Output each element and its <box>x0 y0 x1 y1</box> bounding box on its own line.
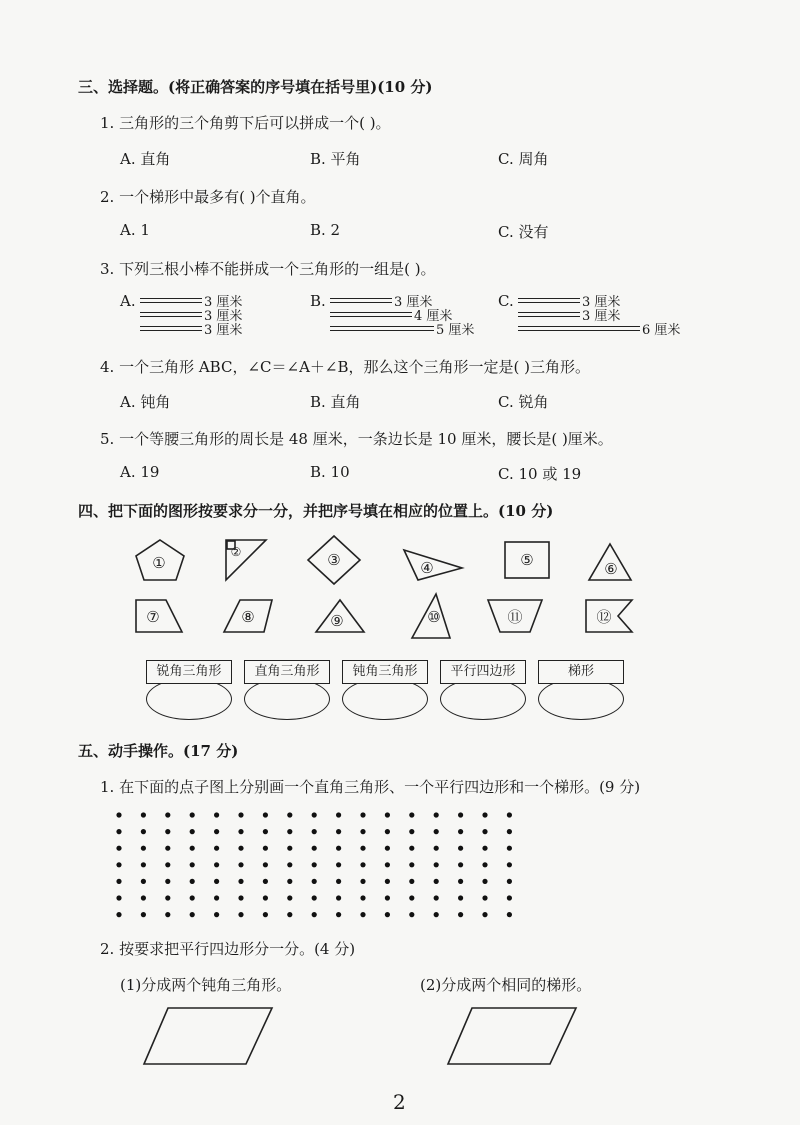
section4-heading: 四、把下面的图形按要求分一分，并把序号填在相应的位置上。(10 分) <box>78 502 554 520</box>
grid-dot <box>287 912 292 917</box>
question-2: 2. 一个梯形中最多有( )个直角。 <box>100 188 316 206</box>
grid-dot <box>458 895 463 900</box>
q3-a-stick-2-label: 3 厘米 <box>204 309 243 324</box>
grid-dot <box>385 846 390 851</box>
grid-dot <box>263 895 268 900</box>
grid-dot <box>190 862 195 867</box>
grid-dot <box>507 879 512 884</box>
q3-a-stick-3-label: 3 厘米 <box>204 323 243 338</box>
parallelogram-2[interactable] <box>444 1004 584 1068</box>
grid-dot <box>141 912 146 917</box>
grid-dot <box>482 895 487 900</box>
category-trapezoid: 梯形 <box>538 660 624 684</box>
grid-dot <box>434 879 439 884</box>
grid-dot <box>214 846 219 851</box>
grid-dot <box>263 912 268 917</box>
grid-dot <box>507 812 512 817</box>
grid-dot <box>409 812 414 817</box>
grid-dot <box>507 895 512 900</box>
grid-dot <box>312 879 317 884</box>
grid-dot <box>434 812 439 817</box>
grid-dot <box>482 879 487 884</box>
q3-b-stick-3-label: 5 厘米 <box>436 323 475 338</box>
grid-dot <box>336 862 341 867</box>
grid-dot <box>434 829 439 834</box>
grid-dot <box>116 846 121 851</box>
q3-b-stick-1-label: 3 厘米 <box>394 295 433 310</box>
grid-dot <box>165 912 170 917</box>
grid-dot <box>287 846 292 851</box>
q2-part-1: (1)分成两个钝角三角形。 <box>120 976 292 994</box>
category-right-triangle: 直角三角形 <box>244 660 330 684</box>
section3-heading: 三、选择题。(将正确答案的序号填在括号里)(10 分) <box>78 78 433 96</box>
q3-c-stick-2 <box>518 312 580 317</box>
grid-dot <box>141 895 146 900</box>
shape-2-label: ② <box>230 545 242 559</box>
grid-dot <box>165 812 170 817</box>
grid-dot <box>507 912 512 917</box>
grid-dot <box>360 879 365 884</box>
grid-dot <box>238 829 243 834</box>
grid-dot <box>360 812 365 817</box>
grid-dot <box>434 846 439 851</box>
grid-dot <box>214 879 219 884</box>
grid-dot <box>214 812 219 817</box>
grid-dot <box>287 812 292 817</box>
grid-dot <box>336 812 341 817</box>
page-number: 2 <box>393 1090 406 1114</box>
grid-dot <box>141 829 146 834</box>
shape-12-label: ⑫ <box>596 608 612 626</box>
grid-dot <box>141 879 146 884</box>
grid-dot <box>360 846 365 851</box>
grid-dot <box>116 879 121 884</box>
q3-b-stick-3 <box>330 326 434 331</box>
shape-3-label: ③ <box>327 551 341 569</box>
grid-dot <box>360 895 365 900</box>
grid-dot <box>434 862 439 867</box>
grid-dot <box>214 862 219 867</box>
grid-dot <box>385 862 390 867</box>
q4-option-a: A. 钝角 <box>120 393 171 411</box>
grid-dot <box>312 846 317 851</box>
q5-option-c: C. 10 或 19 <box>498 465 582 483</box>
grid-dot <box>165 862 170 867</box>
section5-question-1: 1. 在下面的点子图上分别画一个直角三角形、一个平行四边形和一个梯形。(9 分) <box>100 778 641 796</box>
grid-dot <box>409 879 414 884</box>
grid-dot <box>141 862 146 867</box>
q3-b-stick-2 <box>330 312 412 317</box>
grid-dot <box>385 912 390 917</box>
grid-dot <box>409 862 414 867</box>
answer-ellipse-parallelogram[interactable] <box>440 678 526 720</box>
grid-dot <box>141 812 146 817</box>
q4-option-b: B. 直角 <box>310 393 361 411</box>
shape-11-label: ⑪ <box>507 608 523 626</box>
shape-9-label: ⑨ <box>330 612 344 630</box>
answer-ellipse-obtuse[interactable] <box>342 678 428 720</box>
shape-4-label: ④ <box>420 559 434 577</box>
question-4: 4. 一个三角形 ABC，∠C＝∠A＋∠B，那么这个三角形一定是( )三角形。 <box>100 358 590 376</box>
section5-heading: 五、动手操作。(17 分) <box>78 742 239 760</box>
grid-dot <box>190 846 195 851</box>
grid-dot <box>434 895 439 900</box>
q3-a-stick-1 <box>140 298 202 303</box>
grid-dot <box>214 895 219 900</box>
grid-dot <box>312 812 317 817</box>
q5-option-b: B. 10 <box>310 463 350 481</box>
grid-dot <box>360 862 365 867</box>
grid-dot <box>287 829 292 834</box>
grid-dot <box>507 862 512 867</box>
grid-dot <box>360 829 365 834</box>
grid-dot <box>507 846 512 851</box>
grid-dot <box>263 829 268 834</box>
grid-dot <box>312 829 317 834</box>
q3-a-stick-1-label: 3 厘米 <box>204 295 243 310</box>
grid-dot <box>165 879 170 884</box>
grid-dot <box>190 912 195 917</box>
grid-dot <box>482 829 487 834</box>
grid-dot <box>312 862 317 867</box>
grid-dot <box>165 846 170 851</box>
q3-a-stick-2 <box>140 312 202 317</box>
grid-dot <box>385 895 390 900</box>
shape-5-label: ⑤ <box>520 551 534 569</box>
grid-dot <box>458 846 463 851</box>
grid-dot <box>434 912 439 917</box>
grid-dot <box>238 846 243 851</box>
answer-ellipse-acute[interactable] <box>146 678 232 720</box>
grid-dot <box>116 829 121 834</box>
grid-dot <box>385 879 390 884</box>
grid-dot <box>482 812 487 817</box>
grid-dot <box>263 812 268 817</box>
q3-a-stick-3 <box>140 326 202 331</box>
grid-dot <box>190 879 195 884</box>
grid-dot <box>385 829 390 834</box>
grid-dot <box>336 846 341 851</box>
grid-dot <box>482 912 487 917</box>
grid-dot <box>116 912 121 917</box>
q3-c-stick-2-label: 3 厘米 <box>582 309 621 324</box>
q3-option-b-label: B. <box>310 292 326 310</box>
grid-dot <box>312 912 317 917</box>
grid-dot <box>287 862 292 867</box>
q1-option-b: B. 平角 <box>310 150 361 168</box>
grid-dot <box>165 829 170 834</box>
grid-dot <box>458 812 463 817</box>
grid-dot <box>409 895 414 900</box>
grid-dot <box>238 862 243 867</box>
q3-c-stick-3 <box>518 326 640 331</box>
grid-dot <box>336 829 341 834</box>
grid-dot <box>190 895 195 900</box>
question-1: 1. 三角形的三个角剪下后可以拼成一个( )。 <box>100 114 391 132</box>
q3-c-stick-1-label: 3 厘米 <box>582 295 621 310</box>
grid-dot <box>214 912 219 917</box>
grid-dot <box>238 812 243 817</box>
q2-option-a: A. 1 <box>120 221 150 239</box>
q5-option-a: A. 19 <box>120 463 160 481</box>
shape-6-label: ⑥ <box>604 560 618 578</box>
q2-option-b: B. 2 <box>310 221 341 239</box>
grid-dot <box>263 846 268 851</box>
q2-part-2: (2)分成两个相同的梯形。 <box>420 976 592 994</box>
grid-dot <box>263 879 268 884</box>
question-3: 3. 下列三根小棒不能拼成一个三角形的一组是( )。 <box>100 260 436 278</box>
grid-dot <box>409 912 414 917</box>
category-acute-triangle: 锐角三角形 <box>146 660 232 684</box>
grid-dot <box>116 862 121 867</box>
grid-dot <box>263 862 268 867</box>
dot-grid[interactable] <box>110 806 540 924</box>
grid-dot <box>458 829 463 834</box>
grid-dot <box>507 829 512 834</box>
grid-dot <box>238 912 243 917</box>
grid-dot <box>458 862 463 867</box>
category-parallelogram: 平行四边形 <box>440 660 526 684</box>
grid-dot <box>238 879 243 884</box>
grid-dot <box>190 812 195 817</box>
grid-dot <box>336 912 341 917</box>
q3-b-stick-1 <box>330 298 392 303</box>
grid-dot <box>312 895 317 900</box>
grid-dot <box>409 846 414 851</box>
grid-dot <box>385 812 390 817</box>
grid-dot <box>214 829 219 834</box>
category-obtuse-triangle: 钝角三角形 <box>342 660 428 684</box>
grid-dot <box>190 829 195 834</box>
grid-dot <box>116 895 121 900</box>
grid-dot <box>336 879 341 884</box>
q3-b-stick-2-label: 4 厘米 <box>414 309 453 324</box>
grid-dot <box>482 862 487 867</box>
q1-option-a: A. 直角 <box>120 150 171 168</box>
grid-dot <box>238 895 243 900</box>
grid-dot <box>141 846 146 851</box>
q2-option-c: C. 没有 <box>498 223 549 241</box>
grid-dot <box>458 879 463 884</box>
grid-dot <box>336 895 341 900</box>
grid-dot <box>482 846 487 851</box>
grid-dot <box>116 812 121 817</box>
question-5: 5. 一个等腰三角形的周长是 48 厘米，一条边长是 10 厘米，腰长是( )厘米。 <box>100 430 613 448</box>
q3-option-a-label: A. <box>120 292 136 310</box>
shape-8-label: ⑧ <box>241 608 255 626</box>
shapes-figure <box>0 528 800 648</box>
grid-dot <box>409 829 414 834</box>
section5-question-2: 2. 按要求把平行四边形分一分。(4 分) <box>100 940 356 958</box>
answer-ellipse-trapezoid[interactable] <box>538 678 624 720</box>
shape-10-label: ⑩ <box>427 608 441 626</box>
grid-dot <box>360 912 365 917</box>
q3-option-c-label: C. <box>498 292 514 310</box>
parallelogram-1[interactable] <box>140 1004 280 1068</box>
grid-dot <box>287 895 292 900</box>
shape-1-label: ① <box>152 554 166 572</box>
q3-c-stick-3-label: 6 厘米 <box>642 323 681 338</box>
q3-c-stick-1 <box>518 298 580 303</box>
answer-ellipse-right[interactable] <box>244 678 330 720</box>
q4-option-c: C. 锐角 <box>498 393 549 411</box>
grid-dot <box>165 895 170 900</box>
grid-dot <box>287 879 292 884</box>
q1-option-c: C. 周角 <box>498 150 549 168</box>
grid-dot <box>458 912 463 917</box>
shape-7-label: ⑦ <box>146 608 160 626</box>
